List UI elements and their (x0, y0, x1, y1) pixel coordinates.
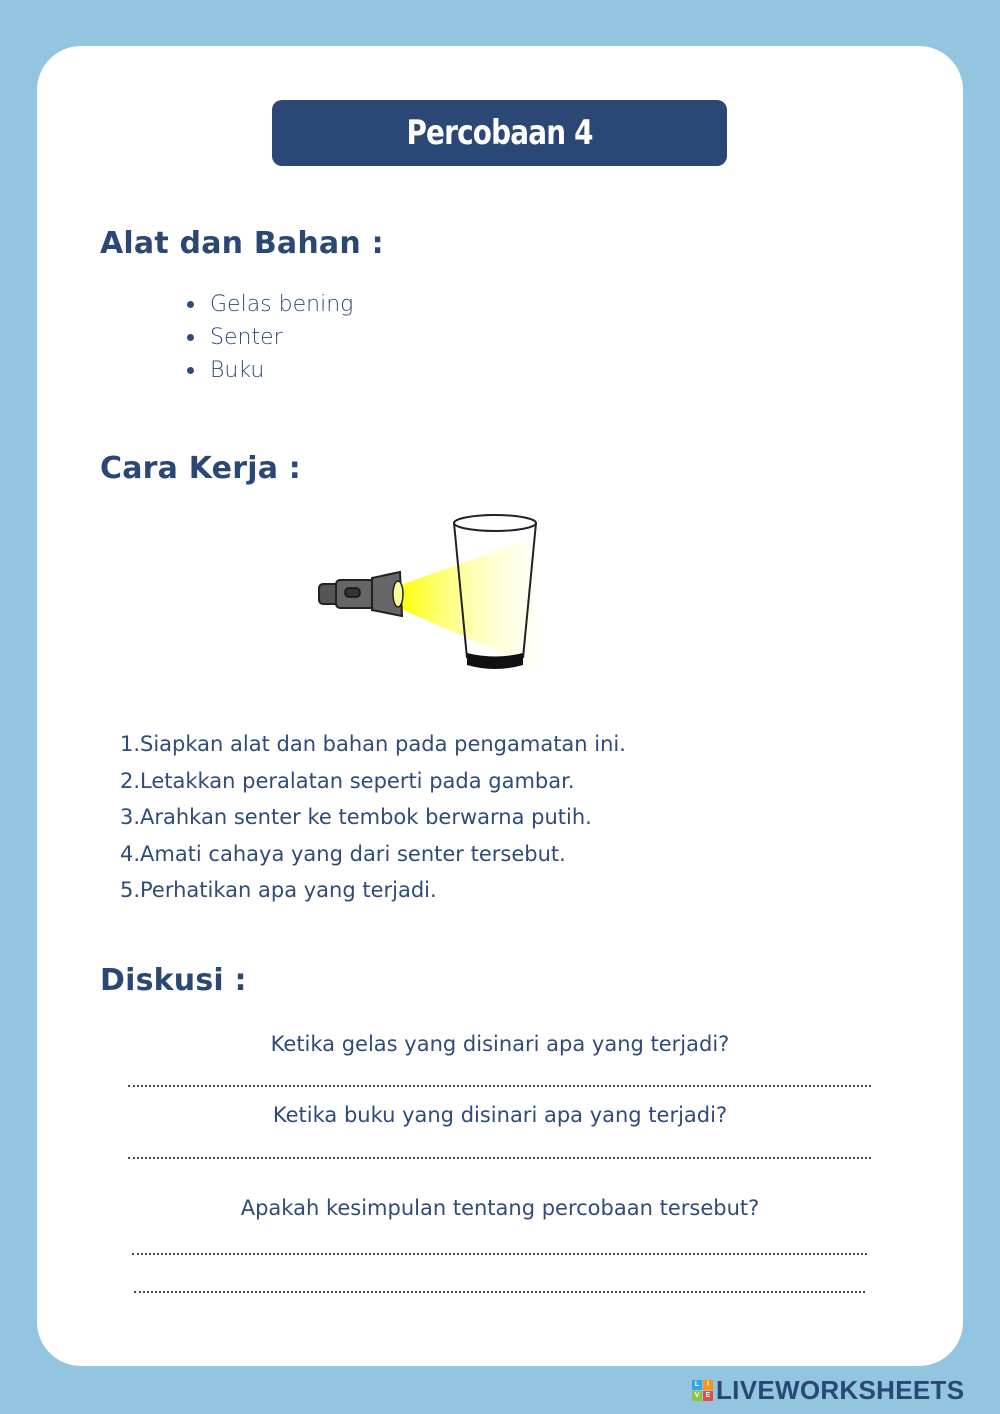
liveworksheets-logo-icon: L I V E (692, 1380, 713, 1401)
question-3: Apakah kesimpulan tentang percobaan tersebut? (240, 1196, 760, 1220)
list-item: 1. Siapkan alat dan bahan pada pengamatan ini. (119, 732, 626, 756)
title-banner (272, 100, 727, 166)
brand-name: LIVEWORKSHEETS (716, 1374, 965, 1405)
answer-field-3a[interactable] (132, 1253, 867, 1255)
list-item: 5. Perhatikan apa yang terjadi. (119, 878, 437, 902)
list-item: 2. Letakkan peralatan seperti pada gambar. (119, 768, 575, 793)
list-item: 4. Amati cahaya yang dari senter tersebut. (119, 841, 566, 866)
question-2: Ketika buku yang disinari apa yang terjadi? (272, 1103, 728, 1127)
materials-heading: Alat dan Bahan : (100, 226, 384, 261)
list-item: Senter (185, 321, 353, 354)
answer-field-3b[interactable] (134, 1291, 865, 1293)
list-item: Buku (185, 354, 353, 387)
brand-footer (692, 1376, 964, 1404)
discussion-heading: Diskusi : (100, 963, 247, 998)
question-1: Ketika gelas yang disinari apa yang terjadi? (270, 1032, 730, 1056)
materials-list (185, 288, 353, 387)
answer-field-1[interactable] (128, 1085, 871, 1087)
list-item: Gelas bening (185, 288, 353, 321)
answer-field-2[interactable] (128, 1157, 871, 1159)
list-item: 3. Arahkan senter ke tembok berwarna putih. (119, 805, 592, 829)
page-title: Percobaan 4 (406, 113, 593, 153)
steps-list (118, 726, 626, 909)
flashlight-glass-illustration (310, 508, 550, 678)
procedure-heading: Cara Kerja : (100, 451, 301, 486)
